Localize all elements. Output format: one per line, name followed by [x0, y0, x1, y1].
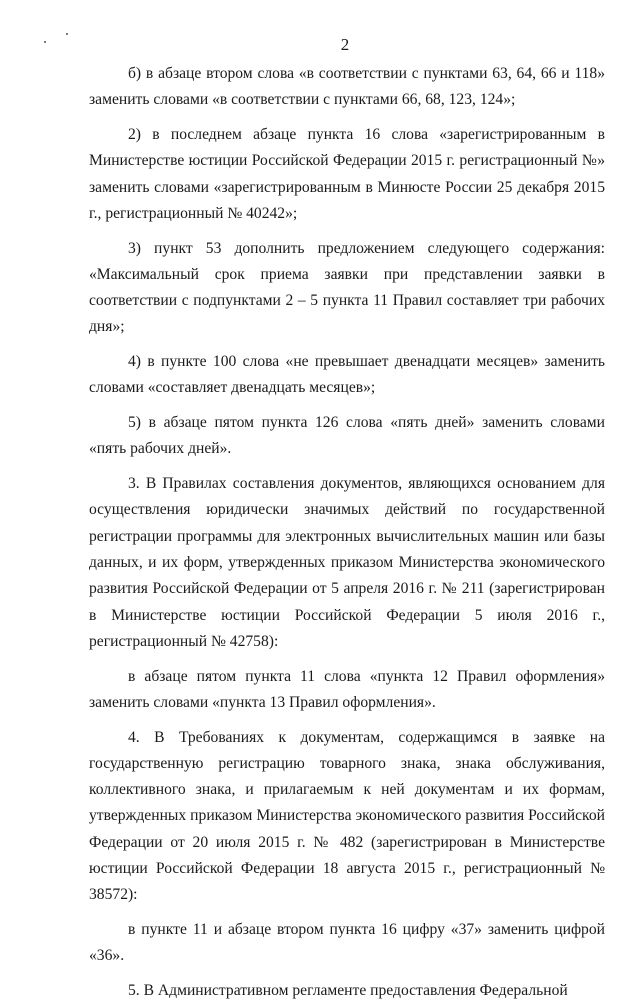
paragraph: б) в абзаце втором слова «в соответствии с пунктами 63, 64, 66 и 118» заменить словами «в соответствии с пунктами 66, 68, 123, 124»; — [89, 65, 605, 109]
paragraph: 5. В Административном регламенте предоставления Федеральной — [128, 982, 568, 1000]
document-body — [89, 61, 605, 1004]
paragraph: 5) в абзаце пятом пункта 126 слова «пять дней» заменить словами «пять рабочих дней». — [89, 414, 605, 458]
paragraph: 3. В Правилах составления документов, являющихся основанием для осуществления юридически значимых действий по государственной регистрации программы для электронных вычислительных машин или базы данных, и их форм, утвержденных приказом Министерства экономического развития Российской Федерации от 5 апреля 2016 г. № 211 (зарегистрирован в Министерстве юстиции Российской Федерации 5 июля 2016 г., регистрационный № 42758): — [89, 475, 605, 650]
paragraph: 4. В Требованиях к документам, содержащимся в заявке на государственную регистрацию товарного знака, знака обслуживания, коллективного знака, и прилагаемым к ней документам и их формам, утвержденных приказом Министерства экономического развития Российской Федерации от 20 июля 2015 г. № 482 (зарегистрирован в Министерстве юстиции Российской Федерации 18 августа 2015 г., регистрационный № 38572): — [89, 728, 605, 904]
paragraph: 3) пункт 53 дополнить предложением следующего содержания: «Максимальный срок приема заявки при представлении заявки в соответствии с подпунктами 2 – 5 пункта 11 Правил составляет три рабочих дня»; — [89, 239, 605, 336]
paragraph: в пункте 11 и абзаце втором пункта 16 цифру «37» заменить цифрой «36». — [89, 921, 605, 965]
paragraph: в абзаце пятом пункта 11 слова «пункта 12 Правил оформления» заменить словами «пункта 13 Правил оформления». — [89, 667, 605, 711]
page-number: 2 — [340, 35, 350, 54]
paragraph: 2) в последнем абзаце пункта 16 слова «зарегистрированным в Министерстве юстиции Российской Федерации 2015 г. регистрационный №» заменить словами «зарегистрированным в Минюсте России 25 декабря 2015 г., регистрационный № 40242»; — [89, 125, 605, 222]
paragraph: 4) в пункте 100 слова «не превышает двенадцати месяцев» заменить словами «составляет двенадцать месяцев»; — [89, 353, 605, 397]
